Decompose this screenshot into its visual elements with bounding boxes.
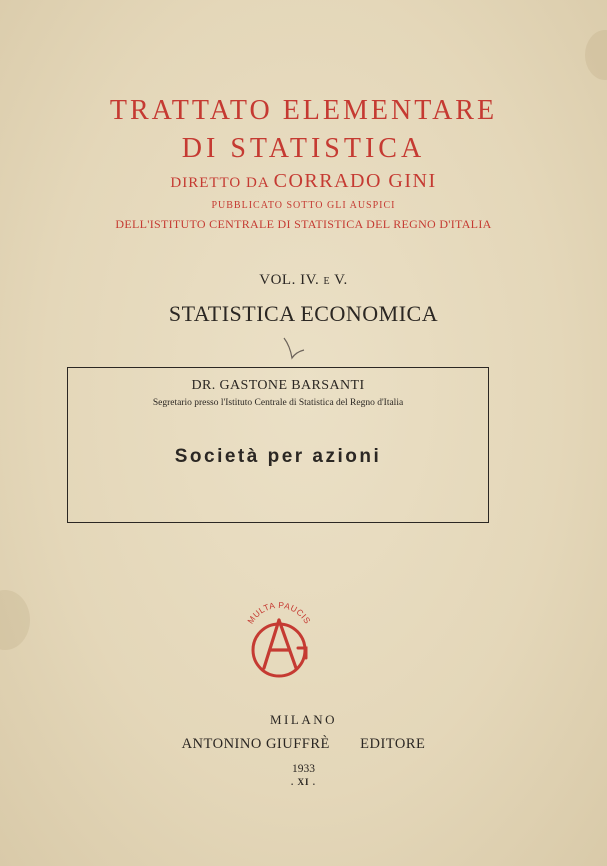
director-name: CORRADO GINI [273, 170, 437, 192]
pencil-mark-icon [282, 336, 312, 366]
publisher-logo-icon [236, 598, 322, 680]
volume-line [0, 272, 607, 289]
auspices-line1: PUBBLICATO SOTTO GLI AUSPICI [211, 200, 396, 211]
author-role: Segretario presso l'Istituto Centrale di Statistica del Regno d'Italia [152, 398, 404, 408]
auspices-line2: DELL'ISTITUTO CENTRALE DI STATISTICA DEL REGNO D'ITALIA [115, 217, 492, 231]
publisher-role: EDITORE [360, 736, 426, 752]
logo-motto: MULTA PAUCIS [245, 599, 313, 626]
fascist-era-year: . XI . [290, 777, 316, 787]
volume-prefix: VOL. IV. [259, 272, 320, 288]
paper-stain [0, 590, 30, 650]
volume-suffix: V. [334, 272, 348, 288]
publication-year: 1933 [292, 763, 315, 775]
publisher-line [0, 736, 607, 753]
series-title-line1: TRATTATO ELEMENTARE [109, 95, 498, 126]
publisher-name: ANTONINO GIUFFRÈ [181, 736, 330, 752]
directed-by-label: DIRETTO DA [170, 175, 269, 191]
volume-title: STATISTICA ECONOMICA [168, 301, 439, 326]
publisher-city: MILANO [270, 712, 337, 727]
volume-joiner: E [323, 276, 331, 287]
book-title: Società per azioni [174, 446, 382, 467]
author-name: DR. GASTONE BARSANTI [191, 378, 365, 393]
series-title-line2: DI STATISTICA [181, 133, 426, 164]
directed-by-line [0, 170, 607, 193]
paper-stain [585, 30, 607, 80]
author-title-box [67, 367, 489, 523]
